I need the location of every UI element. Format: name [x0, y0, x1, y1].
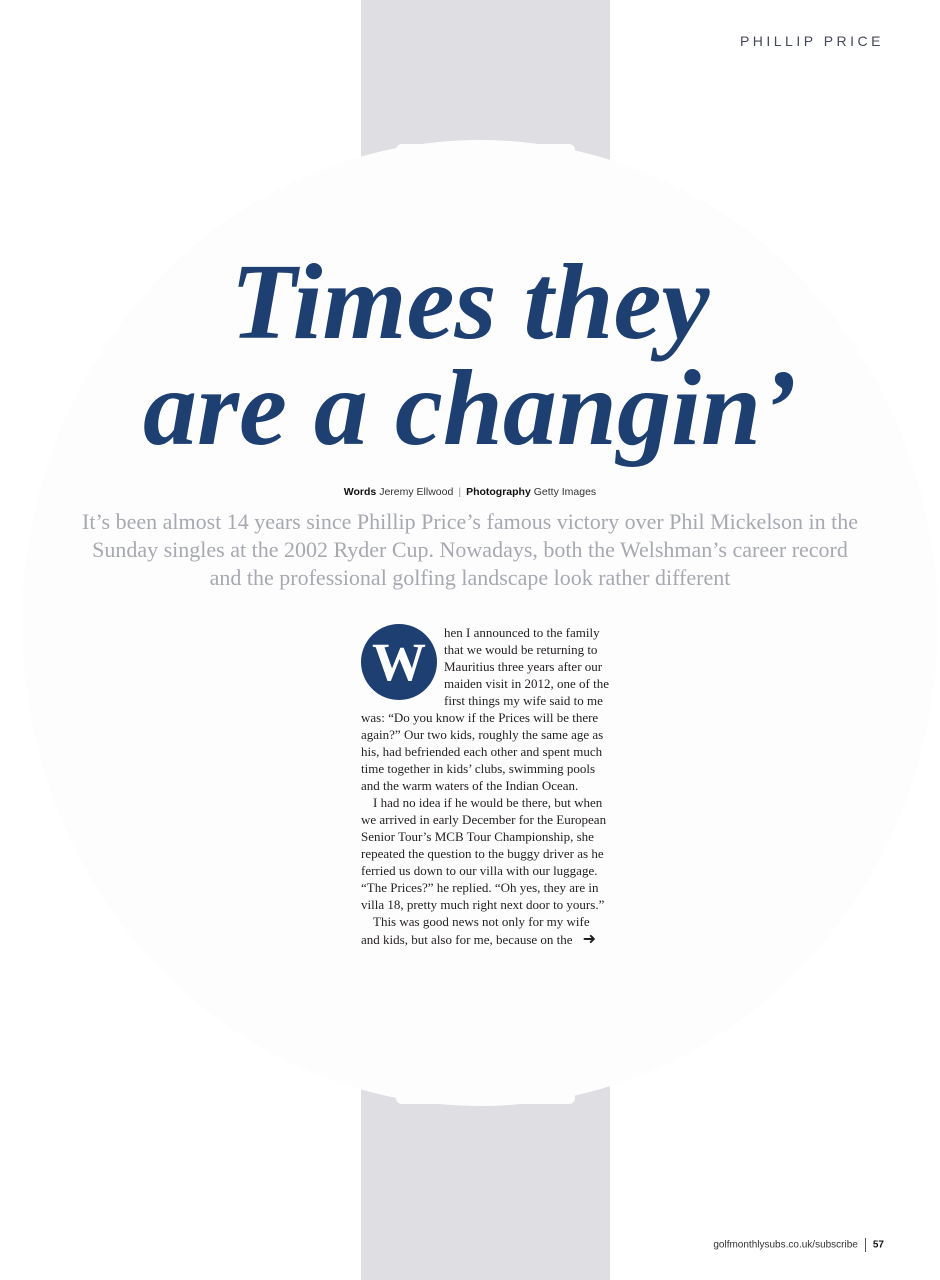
footer-url[interactable]: golfmonthlysubs.co.uk/subscribe — [713, 1239, 858, 1251]
headline-line-1: Times they — [230, 243, 710, 362]
arrow-right-icon: ➜ — [582, 929, 596, 948]
photography-name: Getty Images — [533, 486, 597, 498]
page-footer — [713, 1238, 884, 1252]
drop-cap: W — [361, 624, 437, 700]
credits-divider: | — [458, 486, 462, 498]
credits — [0, 486, 940, 498]
photography-label: Photography — [466, 486, 531, 498]
words-name: Jeremy Ellwood — [379, 486, 454, 498]
words-label: Words — [343, 486, 377, 498]
paragraph-3 — [361, 913, 611, 948]
footer-divider — [865, 1238, 866, 1252]
section-label: PHILLIP PRICE — [739, 33, 884, 49]
paragraph-2: I had no idea if he would be there, but when we arrived in early December for the European Senior Tour’s MCB Tour Championship, she repeated the question to the buggy driver as he ferried us down to our villa with our luggage. “The Prices?” he replied. “Oh yes, they are in villa 18, pretty much right next door to yours.” — [361, 795, 607, 912]
paragraph-3-text: This was good news not only for my wife and kids, but also for me, because on the — [361, 914, 590, 947]
headline-line-2: are a changin’ — [142, 349, 798, 468]
circle-top-tab — [396, 144, 575, 184]
headline — [0, 243, 940, 468]
page-number: 57 — [872, 1239, 884, 1251]
standfirst: It’s been almost 14 years since Phillip Price’s famous victory over Phil Mickelson in the Sunday singles at the 2002 Ryder Cup. Nowadays, both the Welshman’s career record and the professional golfing landscape look rather different — [82, 509, 858, 590]
article-body — [361, 624, 611, 948]
paragraph-1: hen I announced to the family that we would be returning to Mauritius three years after our maiden visit in 2012, one of the first things my wife said to me was: “Do you know if the Prices will be there again?” Our two kids, roughly the same age as his, had befriended each other and spent much time together in kids’ clubs, swimming pools and the warm waters of the Indian Ocean. — [361, 625, 610, 793]
circle-bottom-tab — [396, 1064, 575, 1104]
